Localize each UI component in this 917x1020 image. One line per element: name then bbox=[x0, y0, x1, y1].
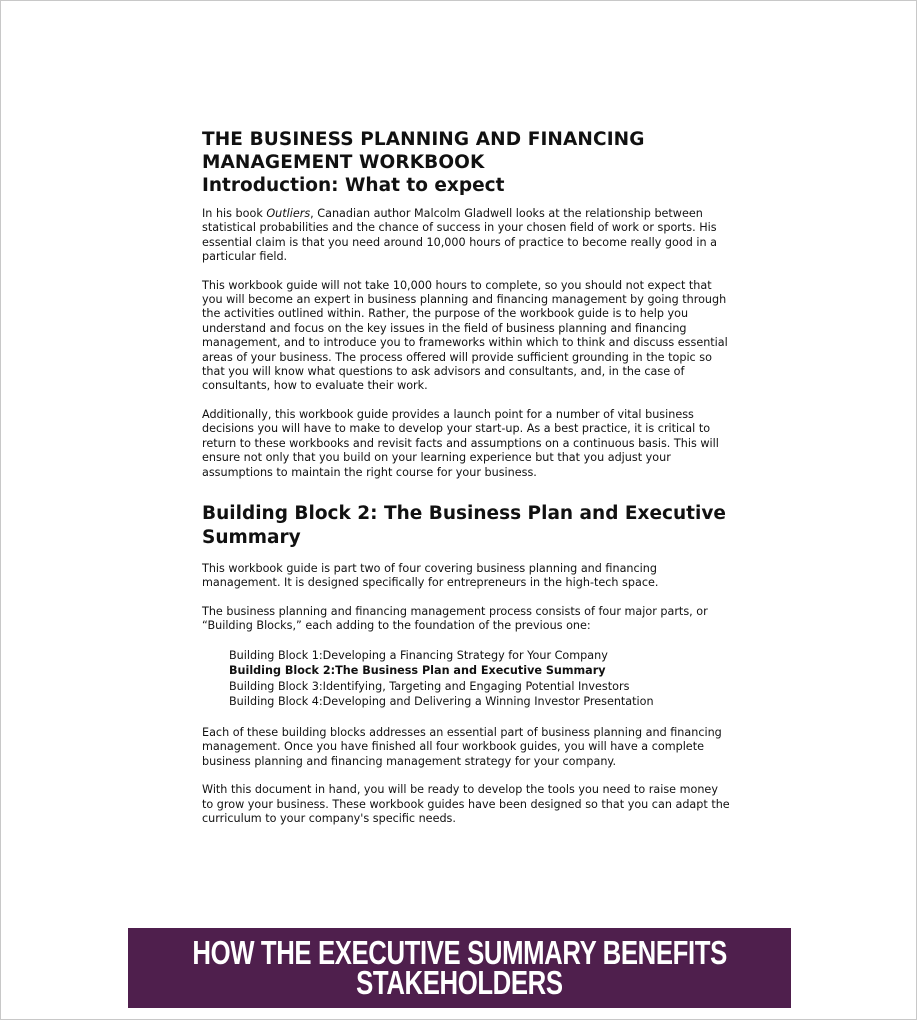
section-heading: Building Block 2: The Business Plan and Executive Summary bbox=[202, 502, 726, 548]
banner-title-line-1: HOW THE EXECUTIVE SUMMARY BENEFITS bbox=[192, 934, 727, 971]
title-line-1: THE BUSINESS PLANNING AND FINANCING bbox=[202, 129, 645, 150]
document-title bbox=[202, 128, 732, 174]
building-block-item bbox=[229, 648, 732, 664]
building-block-list bbox=[229, 648, 732, 710]
section-paragraph-4: With this document in hand, you will be ready to develop the tools you need to raise money to grow your business. These workbook guides have been designed so that you can adapt the curriculum to your company's specific needs. bbox=[202, 783, 730, 825]
title-line-2: MANAGEMENT WORKBOOK bbox=[202, 152, 485, 173]
building-block-text: Developing and Delivering a Winning Investor Presentation bbox=[322, 695, 654, 709]
building-block-label: Building Block 4: bbox=[229, 695, 323, 709]
building-block-item bbox=[229, 694, 732, 710]
intro-heading: Introduction: What to expect bbox=[202, 175, 505, 196]
intro-paragraph-3: Additionally, this workbook guide provides a launch point for a number of vital business decisions you will have to make to develop your start-up. As a best practice, it is critical to return to these workbooks and revisit facts and assumptions on a continuous basis. This will ensure not only that you build on your learning experience but that you adjust your assumptions to maintain the right course for your business. bbox=[202, 407, 719, 479]
section-paragraph-1: This workbook guide is part two of four covering business planning and financing management. It is designed specifically for entrepreneurs in the high-tech space. bbox=[202, 561, 659, 590]
section-paragraph-3: Each of these building blocks addresses an essential part of business planning and financing management. Once you have finished all four workbook guides, you will have a complete business planning and financing management strategy for your company. bbox=[202, 725, 722, 768]
caption-banner bbox=[128, 928, 791, 1008]
section-paragraph-2: The business planning and financing management process consists of four major parts, or “Building Blocks,” each adding to the foundation of the previous one: bbox=[202, 604, 708, 633]
building-block-text: Identifying, Targeting and Engaging Potential Investors bbox=[322, 679, 630, 693]
building-block-text: Developing a Financing Strategy for Your Company bbox=[322, 648, 608, 662]
document-page bbox=[202, 128, 732, 840]
intro-paragraph-1 bbox=[202, 207, 732, 265]
banner-title-line-2: STAKEHOLDERS bbox=[356, 964, 563, 1001]
building-block-label: Building Block 3: bbox=[229, 679, 323, 693]
building-block-item bbox=[229, 679, 732, 695]
intro-p1-rest: , Canadian author Malcolm Gladwell looks at the relationship between statistical probabilities and the chance of success in your chosen field of work or sports. His essential claim is that you need around 10,000 hours of practice to become really good in a particular field. bbox=[202, 207, 717, 264]
building-block-label: Building Block 2: bbox=[229, 664, 336, 678]
building-block-text: The Business Plan and Executive Summary bbox=[335, 664, 606, 678]
intro-p1-lead: In his book bbox=[202, 207, 267, 220]
book-title: Outliers bbox=[266, 207, 311, 220]
building-block-label: Building Block 1: bbox=[229, 648, 323, 662]
building-block-item-current bbox=[229, 663, 732, 679]
intro-paragraph-2: This workbook guide will not take 10,000 hours to complete, so you should not expect that you will become an expert in business planning and financing management by going through the activities outlined within. Rather, the purpose of the workbook guide is to help you understand and focus on the key issues in the field of business planning and financing management, and to introduce you to frameworks within which to think and discuss essential areas of your business. The process offered will provide sufficient grounding in the topic so that you will know what questions to ask advisors and consultants, and, in the case of consultants, how to evaluate their work. bbox=[202, 278, 728, 393]
